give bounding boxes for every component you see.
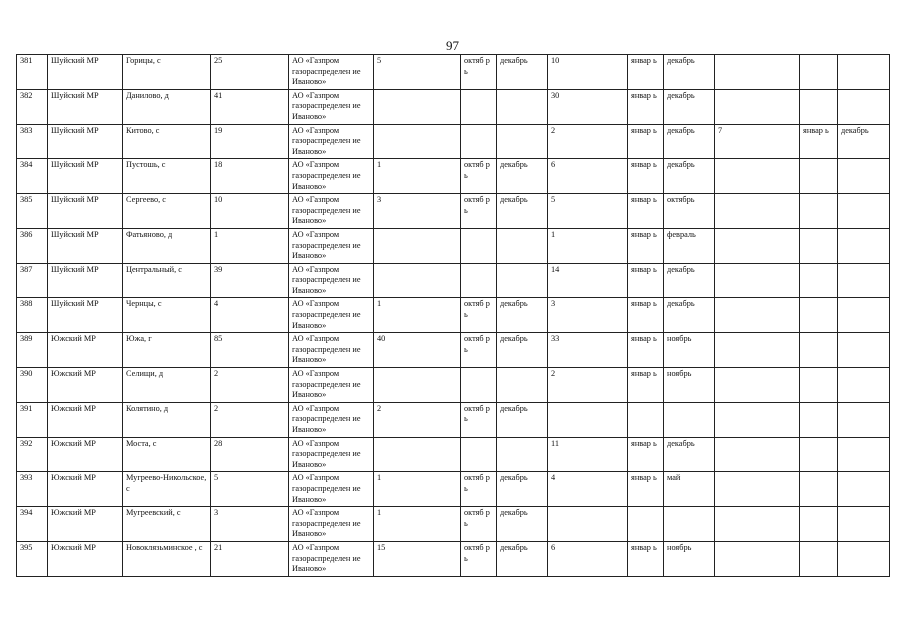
row-number-cell: 389 bbox=[17, 333, 48, 368]
district-cell: Южский МР bbox=[48, 333, 123, 368]
stage3-start-cell bbox=[800, 402, 838, 437]
stage3-start-cell bbox=[800, 263, 838, 298]
table-row bbox=[17, 124, 890, 159]
stage2-start-cell: январ ь bbox=[628, 263, 664, 298]
stage1-count-cell bbox=[374, 368, 461, 403]
count-cell: 2 bbox=[211, 402, 289, 437]
district-cell: Шуйский МР bbox=[48, 194, 123, 229]
stage1-end-cell bbox=[497, 263, 548, 298]
table-row bbox=[17, 333, 890, 368]
stage3-start-cell bbox=[800, 472, 838, 507]
organization-cell: АО «Газпром газораспределен ие Иваново» bbox=[289, 402, 374, 437]
table-row bbox=[17, 228, 890, 263]
stage3-start-cell bbox=[800, 541, 838, 576]
stage2-end-cell: декабрь bbox=[664, 263, 715, 298]
stage3-count-cell bbox=[715, 472, 800, 507]
stage2-start-cell: январ ь bbox=[628, 541, 664, 576]
count-cell: 85 bbox=[211, 333, 289, 368]
organization-cell: АО «Газпром газораспределен ие Иваново» bbox=[289, 194, 374, 229]
table-body bbox=[17, 55, 890, 577]
stage3-count-cell: 7 bbox=[715, 124, 800, 159]
stage3-end-cell bbox=[838, 89, 890, 124]
organization-cell: АО «Газпром газораспределен ие Иваново» bbox=[289, 159, 374, 194]
stage3-start-cell bbox=[800, 298, 838, 333]
table-row bbox=[17, 298, 890, 333]
stage2-start-cell: январ ь bbox=[628, 368, 664, 403]
stage1-start-cell: октяб рь bbox=[461, 298, 497, 333]
stage1-end-cell bbox=[497, 89, 548, 124]
stage3-start-cell bbox=[800, 194, 838, 229]
district-cell: Шуйский МР bbox=[48, 89, 123, 124]
stage1-count-cell bbox=[374, 263, 461, 298]
stage3-end-cell bbox=[838, 437, 890, 472]
table-row bbox=[17, 402, 890, 437]
stage2-count-cell bbox=[548, 402, 628, 437]
count-cell: 28 bbox=[211, 437, 289, 472]
stage3-count-cell bbox=[715, 159, 800, 194]
stage1-start-cell bbox=[461, 124, 497, 159]
stage3-start-cell bbox=[800, 89, 838, 124]
stage1-count-cell: 40 bbox=[374, 333, 461, 368]
stage3-end-cell bbox=[838, 507, 890, 542]
stage1-end-cell: декабрь bbox=[497, 541, 548, 576]
district-cell: Южский МР bbox=[48, 472, 123, 507]
stage3-end-cell bbox=[838, 333, 890, 368]
stage1-count-cell: 15 bbox=[374, 541, 461, 576]
stage1-end-cell bbox=[497, 228, 548, 263]
stage2-start-cell: январ ь bbox=[628, 298, 664, 333]
organization-cell: АО «Газпром газораспределен ие Иваново» bbox=[289, 472, 374, 507]
stage1-count-cell bbox=[374, 228, 461, 263]
stage2-count-cell: 33 bbox=[548, 333, 628, 368]
stage2-start-cell: январ ь bbox=[628, 89, 664, 124]
stage1-end-cell: декабрь bbox=[497, 55, 548, 90]
district-cell: Шуйский МР bbox=[48, 298, 123, 333]
stage3-end-cell bbox=[838, 194, 890, 229]
stage3-count-cell bbox=[715, 89, 800, 124]
stage1-start-cell: октяб рь bbox=[461, 55, 497, 90]
count-cell: 39 bbox=[211, 263, 289, 298]
stage2-count-cell: 1 bbox=[548, 228, 628, 263]
count-cell: 3 bbox=[211, 507, 289, 542]
stage2-count-cell: 30 bbox=[548, 89, 628, 124]
stage3-count-cell bbox=[715, 402, 800, 437]
stage2-end-cell: октябрь bbox=[664, 194, 715, 229]
stage3-end-cell bbox=[838, 402, 890, 437]
row-number-cell: 386 bbox=[17, 228, 48, 263]
locality-cell: Мугреево-Никольское, с bbox=[123, 472, 211, 507]
stage1-end-cell: декабрь bbox=[497, 507, 548, 542]
stage2-count-cell: 6 bbox=[548, 159, 628, 194]
stage1-end-cell: декабрь bbox=[497, 298, 548, 333]
stage3-count-cell bbox=[715, 55, 800, 90]
stage1-count-cell: 1 bbox=[374, 507, 461, 542]
stage1-count-cell: 2 bbox=[374, 402, 461, 437]
stage1-start-cell: октяб рь bbox=[461, 159, 497, 194]
stage3-count-cell bbox=[715, 194, 800, 229]
stage1-end-cell: декабрь bbox=[497, 333, 548, 368]
count-cell: 4 bbox=[211, 298, 289, 333]
locality-cell: Мугреевский, с bbox=[123, 507, 211, 542]
organization-cell: АО «Газпром газораспределен ие Иваново» bbox=[289, 124, 374, 159]
organization-cell: АО «Газпром газораспределен ие Иваново» bbox=[289, 437, 374, 472]
stage1-end-cell: декабрь bbox=[497, 402, 548, 437]
stage3-start-cell bbox=[800, 55, 838, 90]
stage2-end-cell: ноябрь bbox=[664, 333, 715, 368]
stage1-count-cell: 1 bbox=[374, 159, 461, 194]
stage3-count-cell bbox=[715, 368, 800, 403]
district-cell: Шуйский МР bbox=[48, 263, 123, 298]
stage3-end-cell bbox=[838, 472, 890, 507]
count-cell: 41 bbox=[211, 89, 289, 124]
row-number-cell: 391 bbox=[17, 402, 48, 437]
stage1-start-cell: октяб рь bbox=[461, 194, 497, 229]
stage2-end-cell: декабрь bbox=[664, 298, 715, 333]
stage1-count-cell bbox=[374, 89, 461, 124]
count-cell: 1 bbox=[211, 228, 289, 263]
organization-cell: АО «Газпром газораспределен ие Иваново» bbox=[289, 55, 374, 90]
count-cell: 18 bbox=[211, 159, 289, 194]
row-number-cell: 387 bbox=[17, 263, 48, 298]
district-cell: Южский МР bbox=[48, 402, 123, 437]
stage1-start-cell: октяб рь bbox=[461, 402, 497, 437]
stage1-start-cell bbox=[461, 228, 497, 263]
count-cell: 2 bbox=[211, 368, 289, 403]
district-cell: Шуйский МР bbox=[48, 159, 123, 194]
stage3-count-cell bbox=[715, 437, 800, 472]
count-cell: 25 bbox=[211, 55, 289, 90]
page-number: 97 bbox=[446, 38, 459, 53]
stage3-start-cell bbox=[800, 368, 838, 403]
stage3-end-cell bbox=[838, 55, 890, 90]
table-row bbox=[17, 541, 890, 576]
district-cell: Южский МР bbox=[48, 541, 123, 576]
organization-cell: АО «Газпром газораспределен ие Иваново» bbox=[289, 228, 374, 263]
stage1-count-cell: 3 bbox=[374, 194, 461, 229]
stage1-start-cell bbox=[461, 437, 497, 472]
stage2-count-cell bbox=[548, 507, 628, 542]
stage2-start-cell bbox=[628, 507, 664, 542]
stage2-count-cell: 11 bbox=[548, 437, 628, 472]
stage1-count-cell bbox=[374, 437, 461, 472]
locality-cell: Пустошь, с bbox=[123, 159, 211, 194]
table-row bbox=[17, 89, 890, 124]
stage3-count-cell bbox=[715, 298, 800, 333]
stage1-end-cell bbox=[497, 124, 548, 159]
stage2-end-cell: май bbox=[664, 472, 715, 507]
locality-cell: Горицы, с bbox=[123, 55, 211, 90]
locality-cell: Колятино, д bbox=[123, 402, 211, 437]
organization-cell: АО «Газпром газораспределен ие Иваново» bbox=[289, 298, 374, 333]
stage3-count-cell bbox=[715, 541, 800, 576]
stage1-end-cell: декабрь bbox=[497, 472, 548, 507]
stage3-end-cell bbox=[838, 298, 890, 333]
table-row bbox=[17, 437, 890, 472]
gasification-schedule-table bbox=[16, 54, 890, 577]
stage2-count-cell: 10 bbox=[548, 55, 628, 90]
district-cell: Шуйский МР bbox=[48, 124, 123, 159]
stage2-start-cell: январ ь bbox=[628, 228, 664, 263]
count-cell: 19 bbox=[211, 124, 289, 159]
stage1-count-cell: 5 bbox=[374, 55, 461, 90]
stage1-start-cell: октяб рь bbox=[461, 541, 497, 576]
stage2-start-cell: январ ь bbox=[628, 55, 664, 90]
stage1-end-cell bbox=[497, 437, 548, 472]
organization-cell: АО «Газпром газораспределен ие Иваново» bbox=[289, 263, 374, 298]
stage1-end-cell bbox=[497, 368, 548, 403]
stage3-start-cell bbox=[800, 507, 838, 542]
district-cell: Южский МР bbox=[48, 507, 123, 542]
stage2-start-cell: январ ь bbox=[628, 124, 664, 159]
stage2-end-cell: февраль bbox=[664, 228, 715, 263]
count-cell: 21 bbox=[211, 541, 289, 576]
organization-cell: АО «Газпром газораспределен ие Иваново» bbox=[289, 368, 374, 403]
stage3-start-cell bbox=[800, 333, 838, 368]
table-row bbox=[17, 507, 890, 542]
stage1-count-cell: 1 bbox=[374, 472, 461, 507]
stage3-count-cell bbox=[715, 228, 800, 263]
stage2-end-cell bbox=[664, 507, 715, 542]
stage2-count-cell: 14 bbox=[548, 263, 628, 298]
stage3-end-cell bbox=[838, 541, 890, 576]
stage2-start-cell: январ ь bbox=[628, 333, 664, 368]
stage2-end-cell: ноябрь bbox=[664, 368, 715, 403]
stage1-start-cell: октяб рь bbox=[461, 472, 497, 507]
stage1-end-cell: декабрь bbox=[497, 159, 548, 194]
row-number-cell: 384 bbox=[17, 159, 48, 194]
stage2-start-cell: январ ь bbox=[628, 437, 664, 472]
locality-cell: Китово, с bbox=[123, 124, 211, 159]
table-row bbox=[17, 472, 890, 507]
stage1-start-cell: октяб рь bbox=[461, 333, 497, 368]
locality-cell: Фатьяново, д bbox=[123, 228, 211, 263]
district-cell: Южский МР bbox=[48, 437, 123, 472]
stage2-start-cell: январ ь bbox=[628, 472, 664, 507]
table-row bbox=[17, 194, 890, 229]
stage2-count-cell: 2 bbox=[548, 368, 628, 403]
stage3-count-cell bbox=[715, 263, 800, 298]
table-row bbox=[17, 55, 890, 90]
table-row bbox=[17, 159, 890, 194]
organization-cell: АО «Газпром газораспределен ие Иваново» bbox=[289, 89, 374, 124]
stage2-start-cell: январ ь bbox=[628, 194, 664, 229]
table-row bbox=[17, 263, 890, 298]
locality-cell: Селищи, д bbox=[123, 368, 211, 403]
row-number-cell: 390 bbox=[17, 368, 48, 403]
stage3-end-cell: декабрь bbox=[838, 124, 890, 159]
row-number-cell: 383 bbox=[17, 124, 48, 159]
count-cell: 10 bbox=[211, 194, 289, 229]
stage2-end-cell: декабрь bbox=[664, 124, 715, 159]
locality-cell: Данилово, д bbox=[123, 89, 211, 124]
stage2-end-cell bbox=[664, 402, 715, 437]
row-number-cell: 381 bbox=[17, 55, 48, 90]
stage2-count-cell: 5 bbox=[548, 194, 628, 229]
row-number-cell: 392 bbox=[17, 437, 48, 472]
stage2-count-cell: 4 bbox=[548, 472, 628, 507]
stage3-count-cell bbox=[715, 507, 800, 542]
row-number-cell: 394 bbox=[17, 507, 48, 542]
row-number-cell: 393 bbox=[17, 472, 48, 507]
organization-cell: АО «Газпром газораспределен ие Иваново» bbox=[289, 541, 374, 576]
stage1-start-cell bbox=[461, 368, 497, 403]
stage3-start-cell bbox=[800, 437, 838, 472]
stage3-end-cell bbox=[838, 263, 890, 298]
locality-cell: Моста, с bbox=[123, 437, 211, 472]
stage1-start-cell bbox=[461, 89, 497, 124]
stage2-start-cell bbox=[628, 402, 664, 437]
stage2-count-cell: 6 bbox=[548, 541, 628, 576]
table-row bbox=[17, 368, 890, 403]
locality-cell: Чернцы, с bbox=[123, 298, 211, 333]
stage2-end-cell: ноябрь bbox=[664, 541, 715, 576]
stage2-count-cell: 2 bbox=[548, 124, 628, 159]
stage3-start-cell bbox=[800, 228, 838, 263]
stage2-start-cell: январ ь bbox=[628, 159, 664, 194]
stage1-count-cell bbox=[374, 124, 461, 159]
stage3-end-cell bbox=[838, 159, 890, 194]
stage3-count-cell bbox=[715, 333, 800, 368]
row-number-cell: 382 bbox=[17, 89, 48, 124]
stage2-end-cell: декабрь bbox=[664, 89, 715, 124]
stage1-end-cell: декабрь bbox=[497, 194, 548, 229]
locality-cell: Центральный, с bbox=[123, 263, 211, 298]
stage1-start-cell: октяб рь bbox=[461, 507, 497, 542]
organization-cell: АО «Газпром газораспределен ие Иваново» bbox=[289, 507, 374, 542]
stage3-start-cell bbox=[800, 159, 838, 194]
locality-cell: Сергеево, с bbox=[123, 194, 211, 229]
locality-cell: Новоклязьминское , с bbox=[123, 541, 211, 576]
stage1-start-cell bbox=[461, 263, 497, 298]
stage1-count-cell: 1 bbox=[374, 298, 461, 333]
stage3-end-cell bbox=[838, 228, 890, 263]
row-number-cell: 385 bbox=[17, 194, 48, 229]
stage2-end-cell: декабрь bbox=[664, 55, 715, 90]
stage2-end-cell: декабрь bbox=[664, 159, 715, 194]
district-cell: Шуйский МР bbox=[48, 228, 123, 263]
stage2-end-cell: декабрь bbox=[664, 437, 715, 472]
organization-cell: АО «Газпром газораспределен ие Иваново» bbox=[289, 333, 374, 368]
stage2-count-cell: 3 bbox=[548, 298, 628, 333]
district-cell: Южский МР bbox=[48, 368, 123, 403]
locality-cell: Южа, г bbox=[123, 333, 211, 368]
district-cell: Шуйский МР bbox=[48, 55, 123, 90]
row-number-cell: 395 bbox=[17, 541, 48, 576]
stage3-start-cell: январ ь bbox=[800, 124, 838, 159]
count-cell: 5 bbox=[211, 472, 289, 507]
row-number-cell: 388 bbox=[17, 298, 48, 333]
stage3-end-cell bbox=[838, 368, 890, 403]
